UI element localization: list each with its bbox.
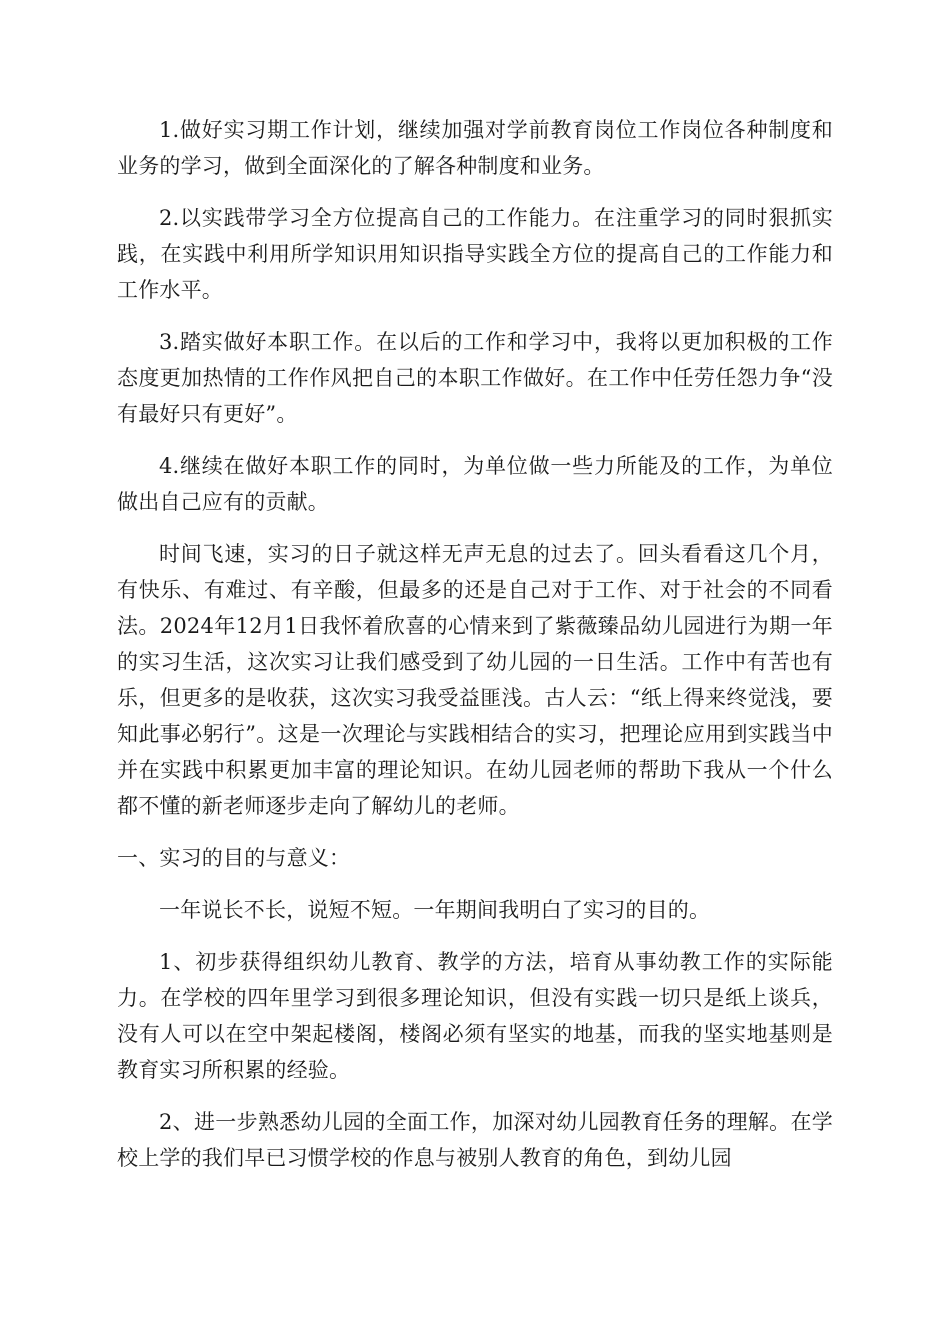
paragraph-purpose-item-1: 1、初步获得组织幼儿教育、教学的方法，培育从事幼教工作的实际能力。在学校的四年里学习到很多理论知识，但没有实践一切只是纸上谈兵，没有人可以在空中架起楼阁，楼阁必须有坚实的地基，而我的坚实地基则是教育实习所积累的经验。 [117, 950, 833, 1082]
paragraph-plan-item-3: 3.踏实做好本职工作。在以后的工作和学习中，我将以更加积极的工作态度更加热情的工作作风把自己的本职工作做好。在工作中任劳任怨力争“没有最好只有更好”。 [117, 330, 833, 426]
paragraph-plan-item-2: 2.以实践带学习全方位提高自己的工作能力。在注重学习的同时狠抓实践，在实践中利用所学知识用知识指导实践全方位的提高自己的工作能力和工作水平。 [117, 206, 833, 302]
document-body [117, 112, 833, 1192]
section-heading-purpose: 一、实习的目的与意义： [117, 846, 351, 870]
paragraph-plan-item-1: 1.做好实习期工作计划，继续加强对学前教育岗位工作岗位各种制度和业务的学习，做到全面深化的了解各种制度和业务。 [117, 118, 833, 178]
paragraph-purpose-item-2: 2、进一步熟悉幼儿园的全面工作，加深对幼儿园教育任务的理解。在学校上学的我们早已习惯学校的作息与被别人教育的角色，到幼儿园 [117, 1110, 833, 1170]
paragraph-plan-item-4: 4.继续在做好本职工作的同时，为单位做一些力所能及的工作，为单位做出自己应有的贡献。 [117, 454, 833, 514]
paragraph-reflection: 时间飞速，实习的日子就这样无声无息的过去了。回头看看这几个月，有快乐、有难过、有辛酸，但最多的还是自己对于工作、对于社会的不同看法。2024年12月1日我怀着欣喜的心情来到了紫薇臻品幼儿园进行为期一年的实习生活，这次实习让我们感受到了幼儿园的一日生活。工作中有苦也有乐，但更多的是收获，这次实习我受益匪浅。古人云：“纸上得来终觉浅，要知此事必躬行”。这是一次理论与实践相结合的实习，把理论应用到实践当中并在实践中积累更加丰富的理论知识。在幼儿园老师的帮助下我从一个什么都不懂的新老师逐步走向了解幼儿的老师。 [117, 542, 833, 818]
paragraph-purpose-intro: 一年说长不长，说短不短。一年期间我明白了实习的目的。 [159, 898, 711, 922]
